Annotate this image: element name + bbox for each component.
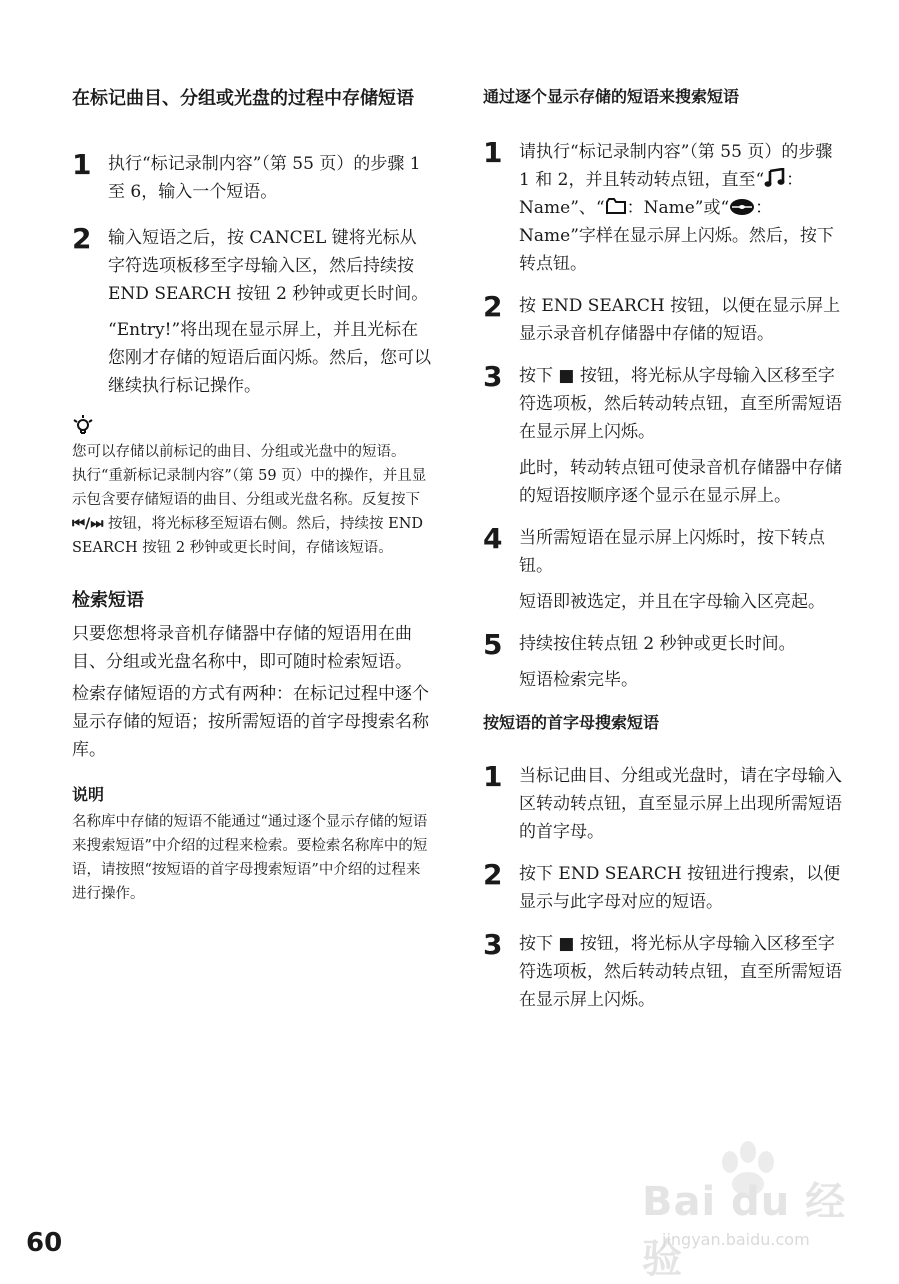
music-note-icon: [764, 168, 786, 188]
section-title-search-one-by-one: 通过逐个显示存储的短语来搜索短语: [483, 87, 740, 106]
step-number: 1: [483, 136, 503, 169]
step-number: 2: [72, 222, 92, 255]
hint-block: [72, 414, 432, 560]
step-text: 按下 ■ 按钮，将光标从字母输入区移至字符选项板，然后转动转点钮，直至所需短语在显示屏上闪烁。: [519, 366, 842, 442]
lightbulb-hint-icon: [72, 414, 94, 436]
disc-icon: [729, 198, 755, 216]
step-text: 当所需短语在显示屏上闪烁时，按下转点钮。: [519, 528, 825, 576]
step-subtext: 短语即被选定，并且在字母输入区亮起。: [519, 592, 825, 612]
step-5: [483, 630, 843, 694]
section-title-retrieve: 检索短语: [72, 590, 144, 611]
step-number: 3: [483, 360, 503, 393]
baidu-watermark: [640, 1140, 880, 1282]
retrieve-paragraph-2: 检索存储短语的方式有两种：在标记过程中逐个显示存储的短语；按所需短语的首字母搜索名称库。: [72, 684, 429, 760]
step-subtext: 短语检索完毕。: [519, 670, 638, 690]
step-text: 按下 END SEARCH 按钮进行搜索，以便显示与此字母对应的短语。: [519, 864, 841, 912]
step-2: [72, 224, 432, 400]
note-text: 名称库中存储的短语不能通过“通过逐个显示存储的短语来搜索短语”中介绍的过程来检索。要检索名称库中的短语，请按照“按短语的首字母搜索短语”中介绍的过程来进行操作。: [72, 814, 428, 902]
step-number: 4: [483, 522, 503, 555]
step-number: 5: [483, 628, 503, 661]
watermark-brand: Bai du 经验: [642, 1179, 847, 1282]
step-subtext: 此时，转动转点钮可使录音机存储器中存储的短语按顺序逐个显示在显示屏上。: [519, 458, 842, 506]
step-subtext: “Entry!”将出现在显示屏上，并且光标在您刚才存储的短语后面闪烁。然后，您可以继续执行标记操作。: [108, 320, 431, 396]
step-text: 按下 ■ 按钮，将光标从字母输入区移至字符选项板，然后转动转点钮，直至所需短语在显示屏上闪烁。: [519, 934, 842, 1010]
hint-text-1: 您可以存储以前标记的曲目、分组或光盘中的短语。: [72, 444, 406, 460]
step-text: 持续按住转点钮 2 秒钟或更长时间。: [519, 634, 796, 654]
step-1: [72, 150, 432, 206]
step-text: 按 END SEARCH 按钮，以便在显示屏上显示录音机存储器中存储的短语。: [519, 296, 841, 344]
page-number: 60: [26, 1228, 63, 1258]
section-title-search-initial: 按短语的首字母搜索短语: [483, 713, 660, 732]
folder-group-icon: [605, 196, 627, 216]
step-3: [483, 362, 843, 510]
step-text: 输入短语之后，按 CANCEL 键将光标从字符选项板移至字母输入区，然后持续按 END SEARCH 按钮 2 秒钟或更长时间。: [108, 228, 429, 304]
left-column: [72, 84, 432, 906]
retrieve-paragraph-1: 只要您想将录音机存储器中存储的短语用在曲目、分组或光盘名称中，即可随时检索短语。: [72, 624, 412, 672]
step-2: [483, 292, 843, 348]
section-title-store-phrase: 在标记曲目、分组或光盘的过程中存储短语: [72, 88, 414, 109]
step-2: [483, 860, 843, 916]
step-text: 当标记曲目、分组或光盘时，请在字母输入区转动转点钮，直至显示屏上出现所需短语的首字母。: [519, 766, 842, 842]
step-number: 3: [483, 928, 503, 961]
right-column: [483, 84, 843, 1014]
prev-next-keys-icon: ⏮/⏭: [72, 516, 104, 532]
step-text: 请执行“标记录制内容”（第 55 页）的步骤 1 和 2，并且转动转点钮，直至“ ：Name”、“ ：Name”或“ ：Name”字样在显示屏上闪烁。然后，按下转点钮。: [519, 142, 834, 274]
step-1: [483, 138, 843, 278]
watermark-url: jingyan.baidu.com: [662, 1230, 810, 1249]
step-3: [483, 930, 843, 1014]
step-number: 1: [483, 760, 503, 793]
step-1: [483, 762, 843, 846]
step-number: 1: [72, 148, 92, 181]
step-number: 2: [483, 290, 503, 323]
step-text: 执行“标记录制内容”（第 55 页）的步骤 1 至 6，输入一个短语。: [108, 154, 421, 202]
note-title: 说明: [72, 785, 105, 804]
hint-text-2: 执行“重新标记录制内容”（第 59 页）中的操作，并且显示包含要存储短语的曲目、分组或光盘名称。反复按下 ⏮/⏭ 按钮，将光标移至短语右侧。然后，持续按 END SEARCH 按钮 2 秒钟或更长时间，存储该短语。: [72, 468, 427, 556]
step-4: [483, 524, 843, 616]
step-number: 2: [483, 858, 503, 891]
